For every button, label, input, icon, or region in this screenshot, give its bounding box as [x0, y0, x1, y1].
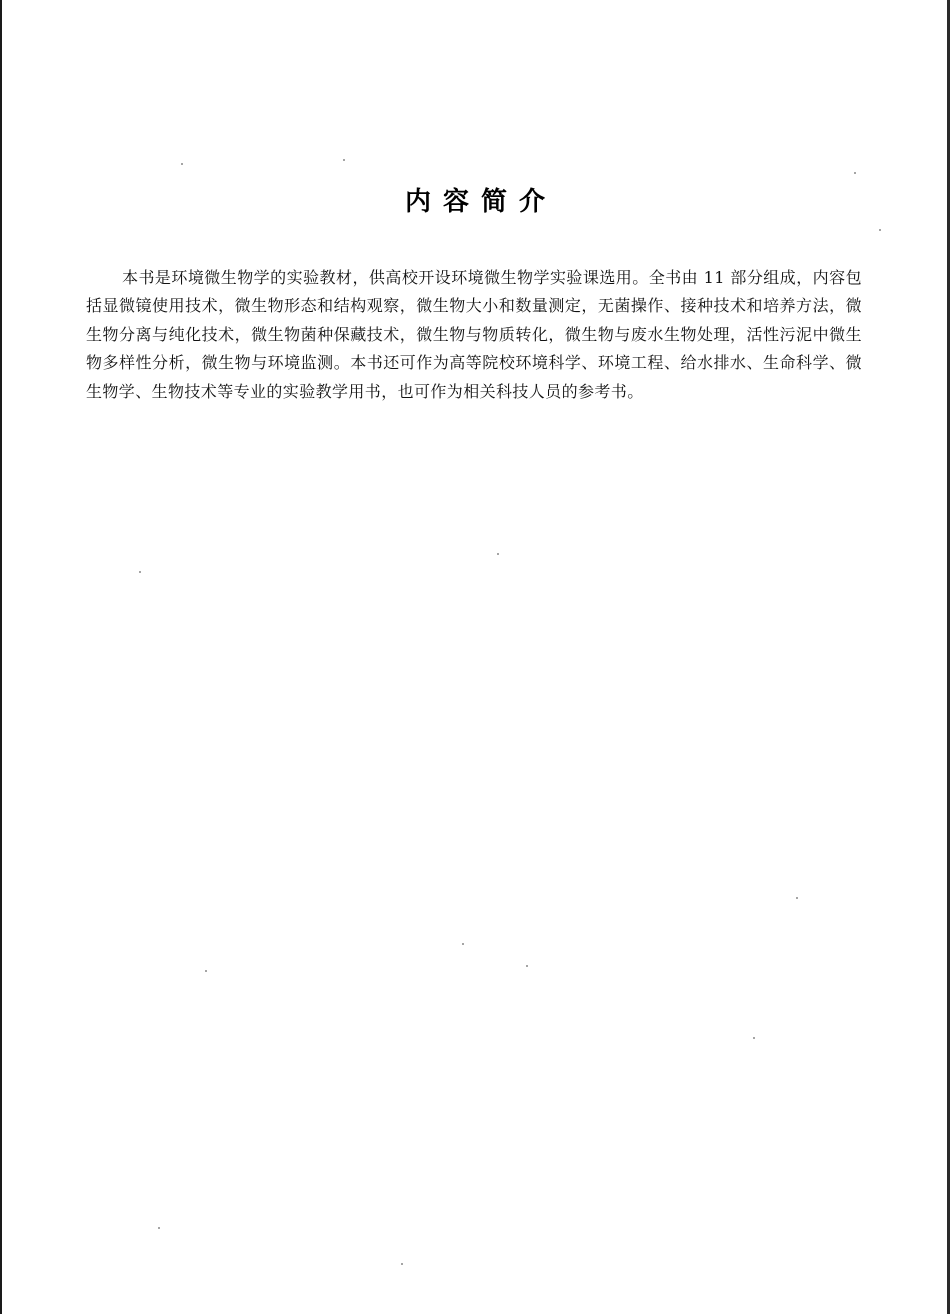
summary-paragraph: 本书是环境微生物学的实验教材，供高校开设环境微生物学实验课选用。全书由 11 部分组成，内容包括显微镜使用技术，微生物形态和结构观察，微生物大小和数量测定，无菌操作、接种技术和培养方法，微生物分离与纯化技术，微生物菌种保藏技术，微生物与物质转化，微生物与废水生物处理，活性污泥中微生物多样性分析，微生物与环境监测。本书还可作为高等院校环境科学、环境工程、给水排水、生命科学、微生物学、生物技术等专业的实验教学用书，也可作为相关科技人员的参考书。: [86, 268, 862, 401]
scan-speck: [796, 897, 798, 899]
scan-speck: [526, 965, 528, 967]
scan-speck: [462, 943, 464, 945]
scan-speck: [497, 553, 499, 555]
scan-speck: [181, 163, 183, 165]
scan-speck: [139, 571, 141, 573]
scan-speck: [401, 1263, 403, 1265]
scan-speck: [158, 1227, 160, 1229]
scan-speck: [343, 159, 345, 161]
page-title: 内容简介: [404, 187, 557, 217]
scan-speck: [753, 1037, 755, 1039]
scan-speck: [879, 229, 881, 231]
scan-speck: [854, 172, 856, 174]
scan-speck: [205, 970, 207, 972]
